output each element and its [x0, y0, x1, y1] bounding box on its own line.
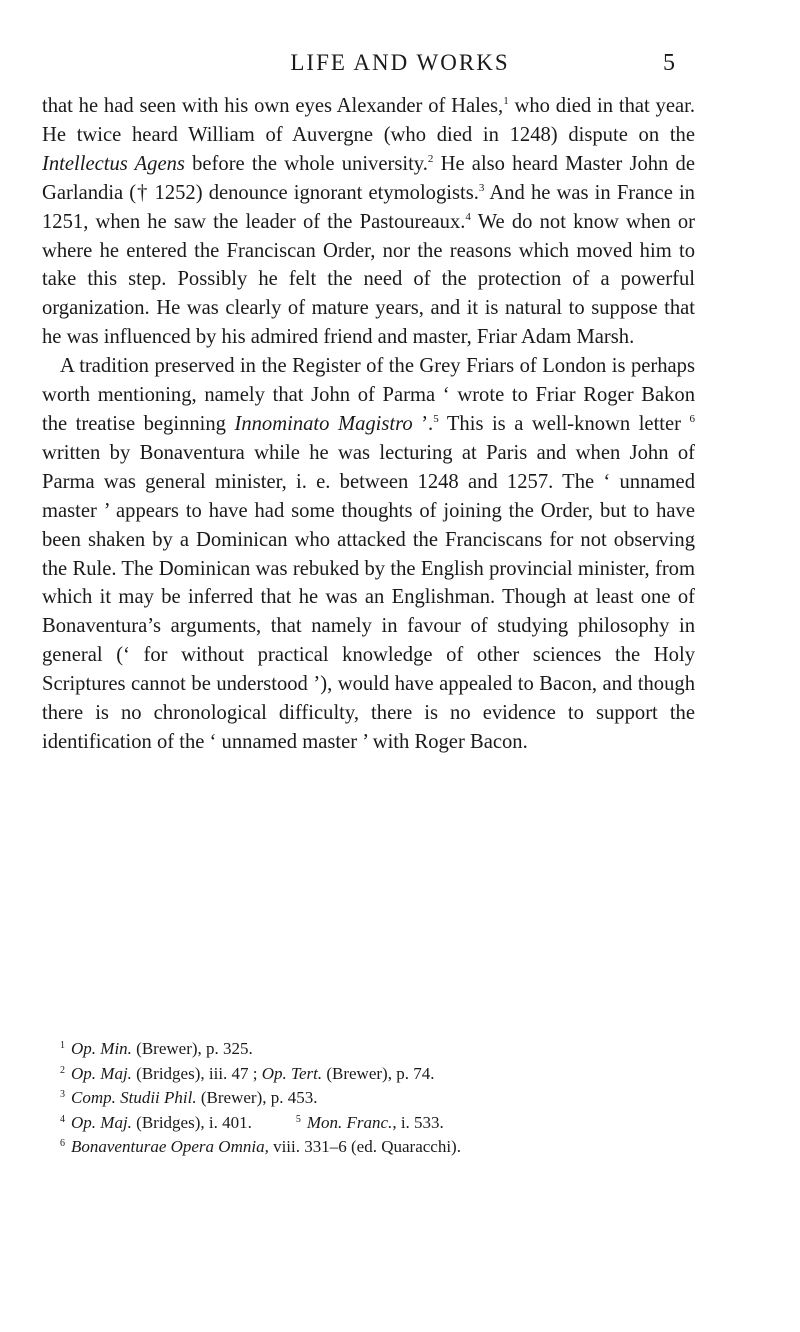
body-text [42, 92, 695, 757]
text-run: that he had seen with his own eyes Alexander of Hales, [42, 95, 504, 117]
footnote-number: 4 [60, 1113, 65, 1125]
footnote-number: 1 [60, 1040, 65, 1051]
text-run: A tradition preserved in the Register of the Grey Friars of London is perhaps worth mentioning, namely that John of Parma ‘ wrote to Friar Roger Bakon the treatise beginning [42, 355, 695, 435]
page-header [0, 48, 800, 82]
footnote-reference: 1 [503, 95, 509, 107]
text-run: written by Bonaventura while he was lecturing at Paris and when John of Parma was general minister, i. e. between 1248 and 1257. The ‘ unnamed master ’ appears to have had some thoughts of joining the Order, but to have been shaken by a Dominican who attacked the Franciscans for not observing the Rule. The Dominican was rebuked by the English provincial minister, from which it may be inferred that he was an Englishman. Though at least one of Bonaventura’s arguments, that namely in favour of studying philosophy in general (‘ for without practical knowledge of other sciences the Holy Scriptures cannot be understood ’), would have appealed to Bacon, and though there is no chronological difficulty, there is no evidence to support the identification of the ‘ unnamed master ’ with Roger Bacon. [42, 441, 695, 753]
text-run: (Brewer), p. 325. [131, 1039, 253, 1058]
paragraph [42, 92, 695, 352]
page-number: 5 [663, 50, 675, 76]
footnote-number: 5 [295, 1113, 301, 1125]
text-run: (Bridges), i. 401. [131, 1112, 252, 1132]
footnote-number: 2 [60, 1064, 65, 1076]
footnote [60, 1060, 700, 1085]
running-head: LIFE AND WORKS [290, 50, 510, 75]
italic-title: Op. Maj. [71, 1112, 132, 1132]
text-run: before the whole university. [184, 152, 428, 175]
text-run: ’. [412, 412, 434, 435]
text-run: who died in that year. He twice heard William of Auvergne (who died in 1248) dispute on the [42, 95, 695, 146]
italic-title: Comp. Studii Phil. [71, 1088, 197, 1107]
text-run: , i. 533. [392, 1112, 444, 1132]
footnote-reference: 4 [465, 210, 471, 223]
text-run: (Brewer), p. 453. [196, 1088, 318, 1107]
footnotes [60, 1035, 700, 1158]
italic-title: Mon. Franc. [306, 1112, 393, 1132]
footnote-number: 3 [60, 1089, 65, 1100]
text-run: (Brewer), p. 74. [322, 1063, 435, 1083]
footnote-reference: 6 [689, 412, 696, 425]
italic-title: Op. Tert. [261, 1063, 323, 1083]
italic-title: Op. Min. [71, 1039, 132, 1058]
text-run: This is a well-known letter [438, 412, 690, 435]
text-run: We do not know when or where he entered the Franciscan Order, nor the reasons which moved him to take this step. Possibly he felt the need of the protection of a powerful organization. He was clearly of mature years, and it is natural to suppose that he was influenced by his admired friend and master, Friar Adam Marsh. [42, 210, 695, 349]
footnote-reference: 3 [478, 181, 485, 194]
paragraph [42, 352, 695, 757]
italic-title: Op. Maj. [71, 1063, 132, 1083]
footnote-reference: 5 [433, 412, 439, 425]
footnote [60, 1084, 700, 1109]
text-run: viii. 331–6 (ed. Quaracchi). [268, 1137, 461, 1156]
text-run: He also heard Master John de Garlandia († 1252) denounce ignorant etymologists. [42, 152, 695, 204]
footnote [60, 1133, 700, 1158]
italic-title: Innominato Magistro [234, 412, 413, 435]
italic-title: Bonaventurae Opera Omnia, [71, 1137, 269, 1156]
footnote-reference: 2 [427, 152, 434, 165]
text-run: (Bridges), iii. 47 ; [131, 1063, 262, 1083]
footnote [60, 1109, 700, 1134]
footnote-number: 6 [60, 1138, 65, 1149]
italic-title: Intellectus Agens [42, 152, 185, 175]
footnote [60, 1035, 700, 1060]
text-run: And he was in France in 1251, when he saw the leader of the Pastoureaux. [42, 181, 695, 233]
